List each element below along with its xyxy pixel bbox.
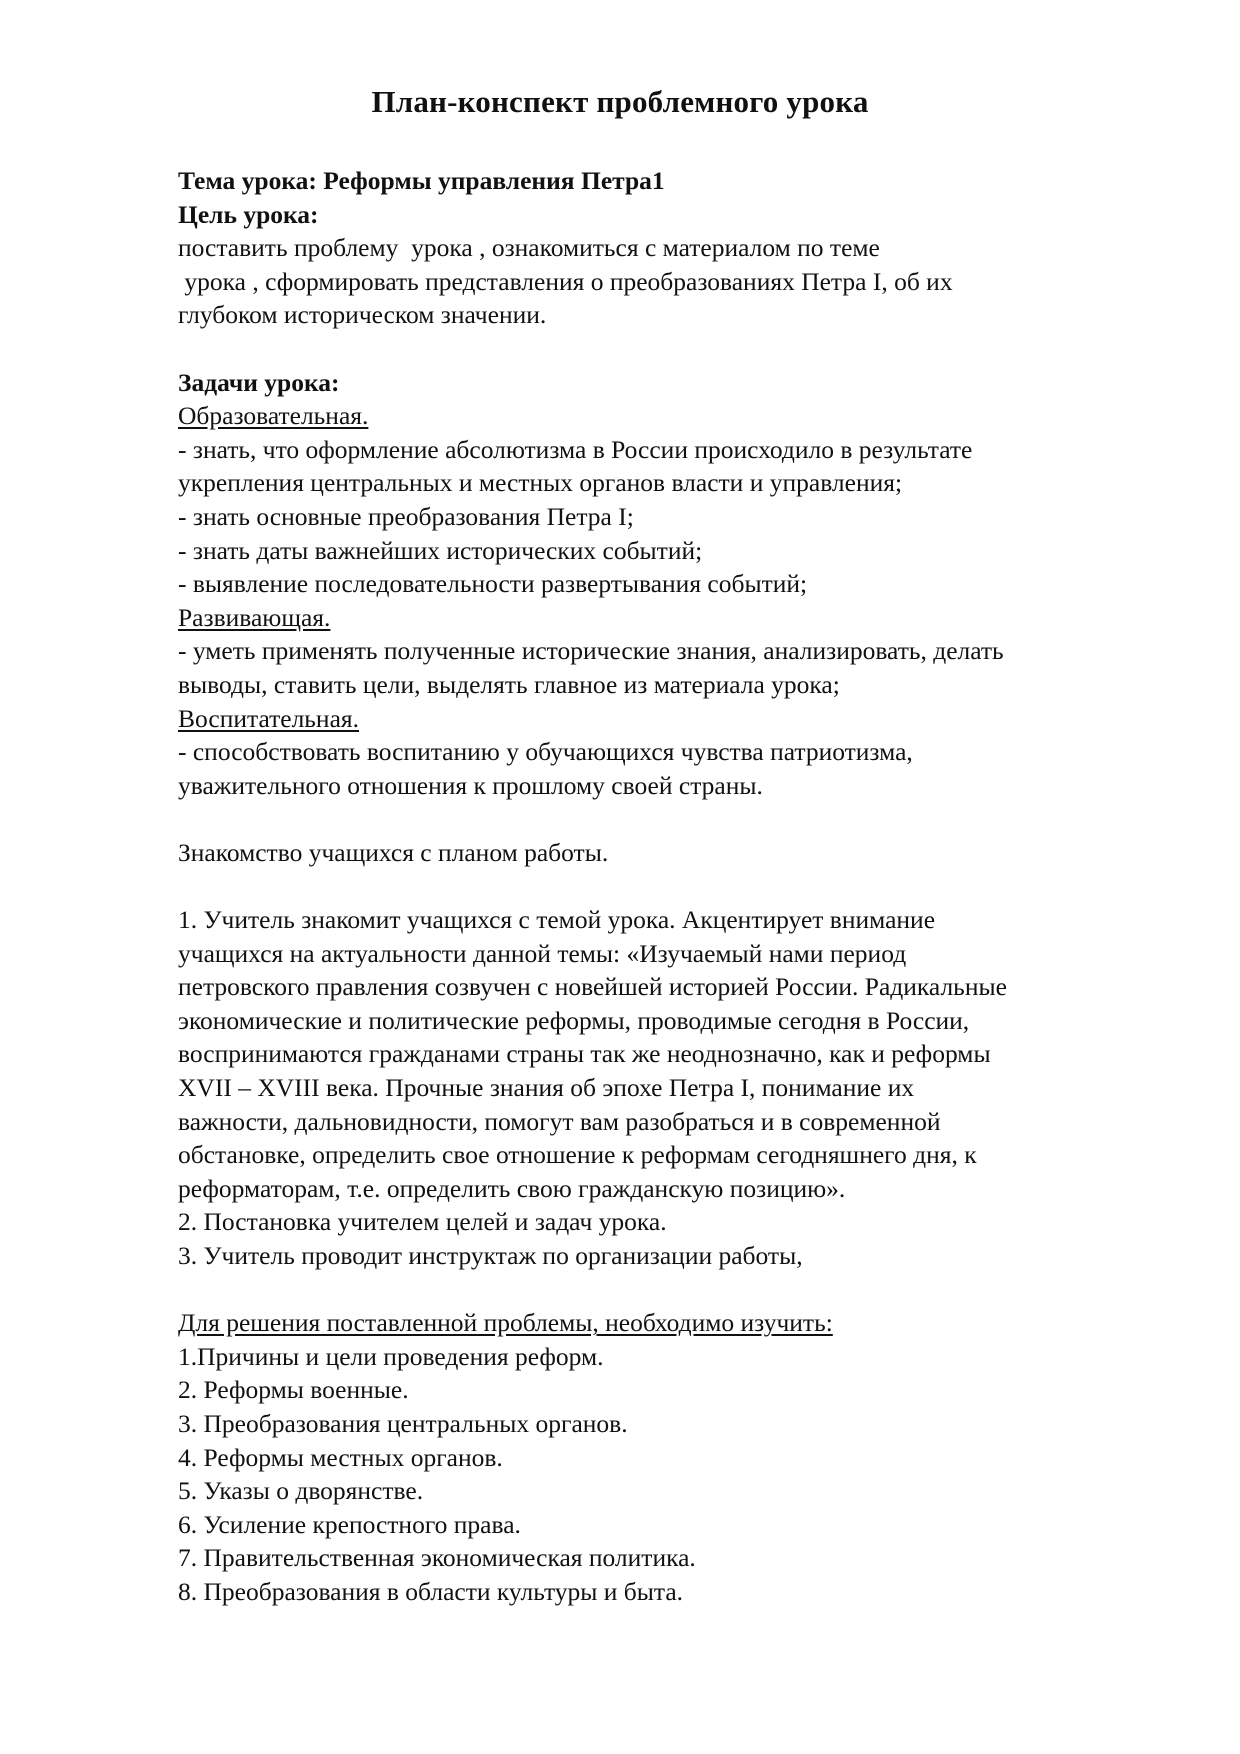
- task-line: выводы, ставить цели, выделять главное из материала урока;: [178, 669, 840, 699]
- developing-list: [178, 634, 1188, 701]
- study-item: 7. Правительственная экономическая политика.: [178, 1543, 696, 1573]
- task-line: - уметь применять полученные исторические знания, анализировать, делать: [178, 636, 1004, 666]
- task-line: укрепления центральных и местных органов власти и управления;: [178, 468, 903, 498]
- developing-heading: Развивающая.: [178, 602, 331, 632]
- step-line: экономические и политические реформы, проводимые сегодня в России,: [178, 1005, 970, 1035]
- step-line: обстановке, определить свое отношение к реформам сегодняшнего дня, к: [178, 1140, 977, 1170]
- study-item: 3. Преобразования центральных органов.: [178, 1408, 628, 1438]
- step-line: реформаторам, т.е. определить свою гражданскую позицию».: [178, 1173, 846, 1203]
- lesson-steps: [178, 903, 1188, 1273]
- step-line: воспринимаются гражданами страны так же неоднозначно, как и реформы: [178, 1039, 991, 1069]
- study-item: 5. Указы о дворянстве.: [178, 1476, 424, 1506]
- goal-heading: Цель урока:: [178, 199, 319, 229]
- step-line: 3. Учитель проводит инструктаж по организации работы,: [178, 1241, 803, 1270]
- step-line: учащихся на актуальности данной темы: «Изучаемый нами период: [178, 938, 907, 968]
- educational-heading: Образовательная.: [178, 401, 369, 431]
- goal-line: глубоком историческом значении.: [178, 300, 547, 330]
- step-line: 2. Постановка учителем целей и задач урока.: [178, 1207, 667, 1237]
- lesson-topic: Тема урока: Реформы управления Петра1: [178, 166, 665, 195]
- document-body: [178, 164, 1188, 1609]
- spacer: [178, 802, 1188, 836]
- spacer: [178, 332, 1188, 366]
- study-item: 6. Усиление крепостного права.: [178, 1509, 521, 1539]
- task-line: - способствовать воспитанию у обучающихся чувства патриотизма,: [178, 737, 913, 767]
- task-line: уважительного отношения к прошлому своей страны.: [178, 770, 763, 800]
- task-line: - знать основные преобразования Петра I;: [178, 501, 634, 531]
- study-heading: Для решения поставленной проблемы, необходимо изучить:: [178, 1308, 833, 1338]
- study-item: 8. Преобразования в области культуры и быта.: [178, 1576, 684, 1606]
- goal-line: поставить проблему урока , ознакомиться с материалом по теме: [178, 233, 880, 263]
- spacer: [178, 1273, 1188, 1307]
- step-line: важности, дальновидности, помогут вам разобраться и в современной: [178, 1106, 941, 1136]
- study-list: [178, 1340, 1188, 1609]
- study-item: 1.Причины и цели проведения реформ.: [178, 1341, 604, 1371]
- study-item: 2. Реформы военные.: [178, 1375, 409, 1405]
- spacer: [178, 869, 1188, 903]
- task-line: - выявление последовательности развертывания событий;: [178, 569, 808, 599]
- study-item: 4. Реформы местных органов.: [178, 1442, 503, 1472]
- upbringing-heading: Воспитательная.: [178, 703, 360, 733]
- step-line: XVII – XVIII века. Прочные знания об эпохе Петра I, понимание их: [178, 1073, 915, 1103]
- goal-text: [178, 231, 1188, 332]
- goal-line: урока , сформировать представления о преобразованиях Петра I, об их: [178, 266, 953, 296]
- task-line: - знать, что оформление абсолютизма в России происходило в результате: [178, 434, 973, 464]
- upbringing-list: [178, 735, 1188, 802]
- task-line: - знать даты важнейших исторических событий;: [178, 535, 703, 565]
- step-line: петровского правления созвучен с новейшей историей России. Радикальные: [178, 972, 1007, 1002]
- tasks-heading: Задачи урока:: [178, 367, 340, 397]
- page-title: План-конспект проблемного урока: [371, 84, 869, 119]
- educational-list: [178, 433, 1188, 601]
- intro-text: Знакомство учащихся с планом работы.: [178, 837, 609, 867]
- step-line: 1. Учитель знакомит учащихся с темой урока. Акцентирует внимание: [178, 905, 936, 935]
